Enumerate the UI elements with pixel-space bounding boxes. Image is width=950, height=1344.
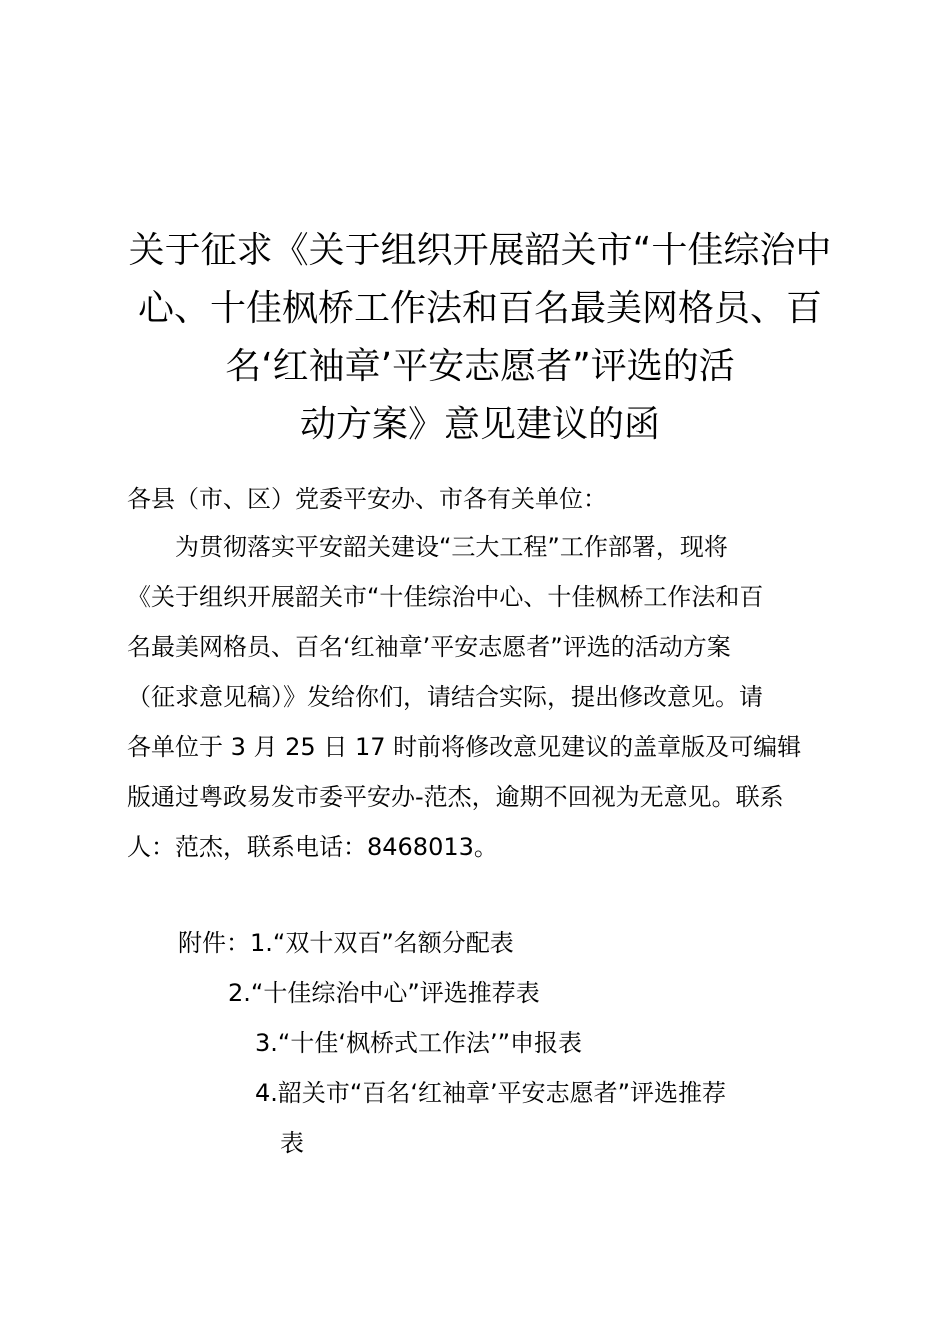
body-line: （征求意见稿）》发给你们，请结合实际，提出修改意见。请: [127, 683, 763, 711]
title-line: 动方案》意见建议的函: [299, 404, 660, 445]
body-paragraph: [127, 522, 837, 872]
title-line: 关于征求《关于组织开展韶关市“十佳综治中: [128, 230, 832, 271]
attachment-item-4: 4.韶关市“百名‘红袖章’平安志愿者”评选推荐: [255, 1079, 727, 1107]
title-line: 名‘红袖章’平安志愿者”评选的活: [225, 346, 735, 387]
body-line: 《关于组织开展韶关市“十佳综治中心、十佳枫桥工作法和百: [127, 583, 764, 611]
attachment-item-2: 2.“十佳综治中心”评选推荐表: [228, 979, 540, 1007]
body-line: 版通过粤政易发市委平安办-范杰，逾期不回视为无意见。联系: [127, 783, 784, 811]
document-title: [120, 222, 840, 454]
salutation: 各县（市、区）党委平安办、市各有关单位：: [127, 485, 607, 513]
body-line: 名最美网格员、百名‘红袖章’平安志愿者”评选的活动方案: [127, 633, 731, 661]
body-line: 各单位于 3 月 25 日 17 时前将修改意见建议的盖章版及可编辑: [127, 733, 802, 761]
attachment-item-3: 3.“十佳‘枫桥式工作法’”申报表: [255, 1029, 583, 1057]
title-line: 心、十佳枫桥工作法和百名最美网格员、百: [137, 288, 822, 329]
body-line: 为贯彻落实平安韶关建设“三大工程”工作部署，现将: [127, 533, 728, 561]
attachment-item-1: 附件：1.“双十双百”名额分配表: [178, 929, 514, 957]
body-line: 人：范杰，联系电话：8468013。: [127, 833, 498, 861]
attachment-item-4-continued: 表: [280, 1129, 304, 1157]
